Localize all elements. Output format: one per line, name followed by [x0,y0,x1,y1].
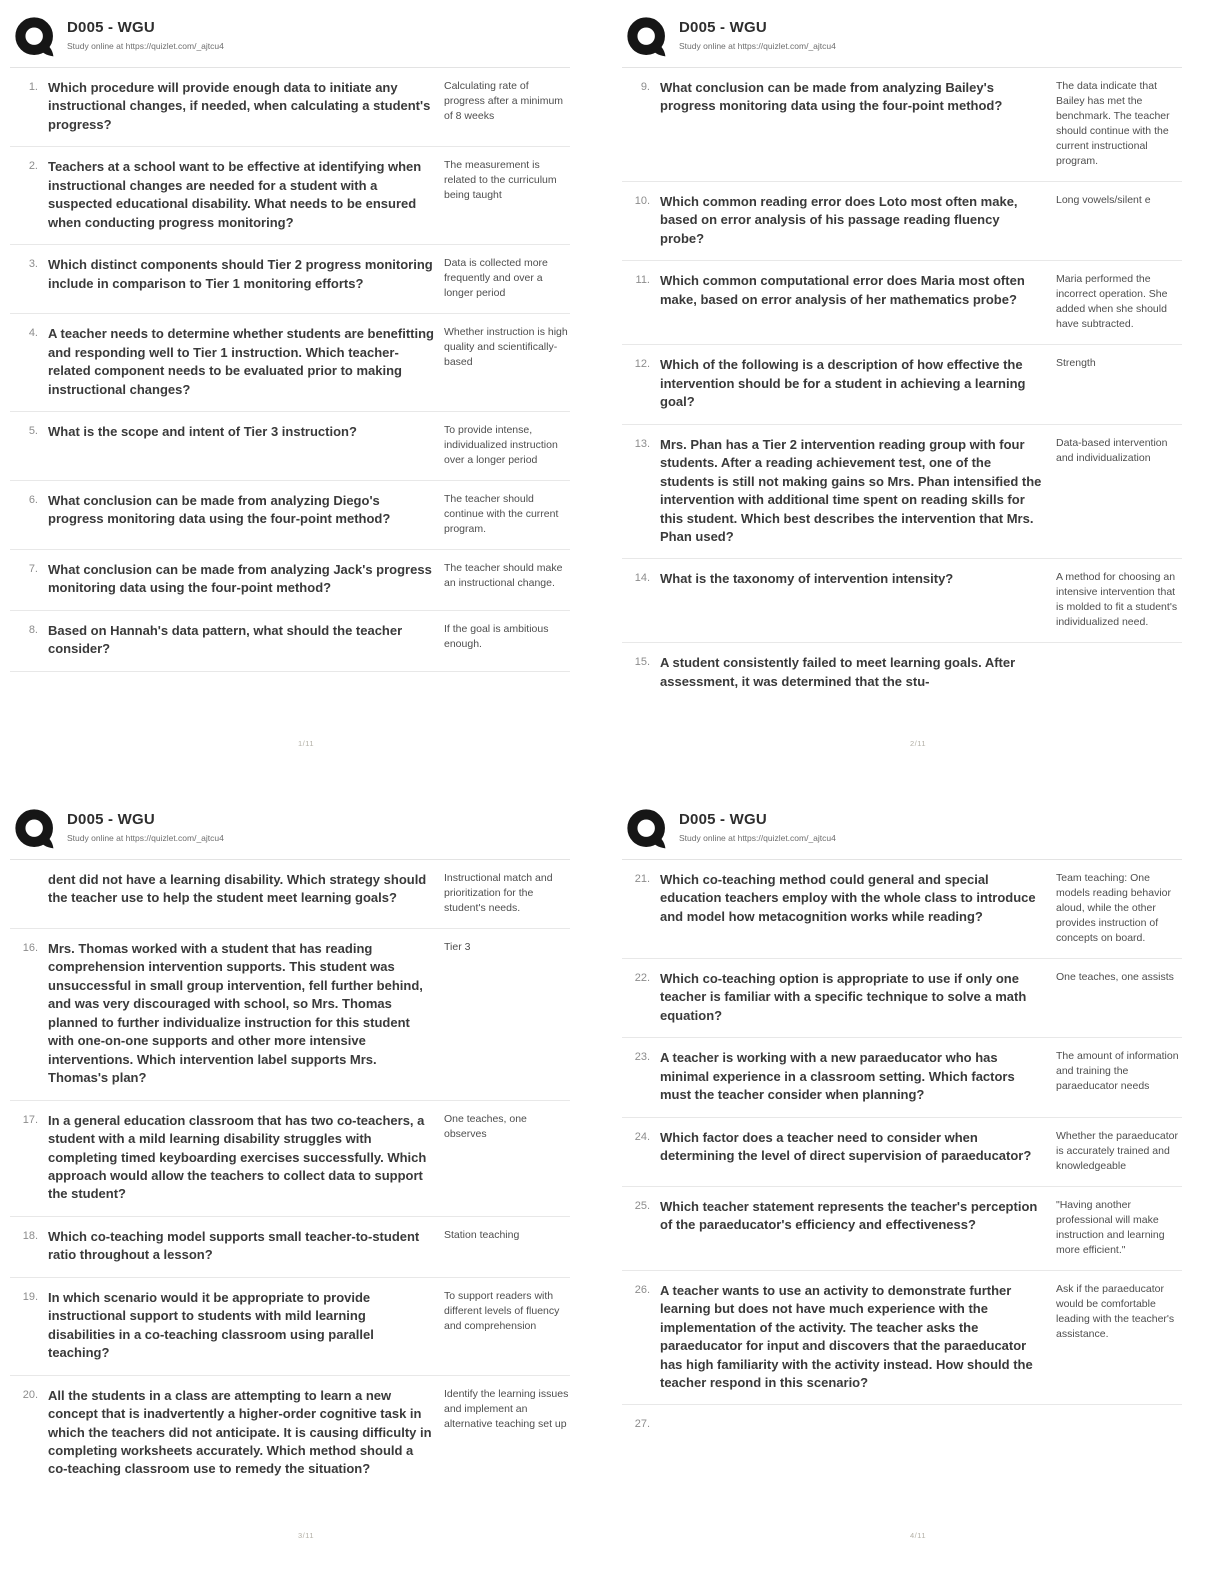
qa-row [622,1405,1182,1442]
question-text: What conclusion can be made from analyzing Diego's progress monitoring data using the four-point method? [48,492,391,527]
qa-list [622,860,1182,1442]
question-text: What is the scope and intent of Tier 3 instruction? [48,423,357,439]
qa-row [10,611,570,672]
question-text: A teacher needs to determine whether students are benefitting and responding well to Tier 1 instruction. Which teacher-related component needs to be evaluated prior to making instructional changes? [48,326,434,397]
study-online-url: Study online at https://quizlet.com/_ajtcu4 [679,41,836,51]
qa-row [10,860,570,929]
quizlet-logo-icon [626,808,670,852]
page-3 [0,792,612,1584]
question-number: 3. [28,258,38,271]
qa-row [622,860,1182,959]
question-number: 20. [22,1388,38,1401]
question-number [10,871,38,916]
answer-text: Identify the learning issues and implement an alternative teaching set up [444,1387,569,1430]
answer-text: Data is collected more frequently and over a longer period [444,257,548,300]
answer-text: If the goal is ambitious enough. [444,622,549,650]
answer-text: Calculating rate of progress after a minimum of 8 weeks [444,80,564,122]
question-text: Teachers at a school want to be effective at identifying when instructional changes are needed for a student with a suspected educational disability. What needs to be ensured when conducting progress monitoring? [48,159,422,230]
page-number: 3/11 [297,1531,315,1540]
question-number: 7. [28,562,38,575]
set-title: D005 - WGU [67,19,155,36]
qa-row [622,425,1182,560]
qa-list [10,68,570,672]
answer-text: One teaches, one observes [444,1112,527,1140]
page-header [10,14,570,68]
question-text: In which scenario would it be appropriate to provide instructional support to students with mild learning disabilities in a co-teaching classroom using parallel teaching? [48,1289,374,1361]
question-number: 9. [640,81,650,93]
question-text: Which factor does a teacher need to consider when determining the level of direct supervision of paraeducator? [660,1129,1032,1164]
question-text: Mrs. Phan has a Tier 2 intervention reading group with four students. After a reading achievement test, one of the students is still not making gains so Mrs. Phan intensified the intervention with additional time spent on reading skills for this student. Which best describes the intervention that Mrs. Phan used? [660,436,1042,544]
answer-text: Whether the paraeducator is accurately trained and knowledgeable [1056,1129,1178,1172]
qa-row [622,68,1182,182]
answer-text: The amount of information and training the paraeducator needs [1056,1050,1179,1093]
answer-text: Instructional match and prioritization for the student's needs. [444,872,553,914]
question-text: dent did not have a learning disability. Which strategy should the teacher use to help the student meet learning goals? [48,872,427,906]
qa-row [10,68,570,147]
answer-text: The teacher should continue with the current program. [444,492,559,535]
answer-text: To support readers with different levels of fluency and comprehension [444,1289,560,1332]
question-text: Which co-teaching method could general and special education teachers employ with the whole class to introduce and model how metacognition works while reading? [660,872,1036,924]
qa-list [10,860,570,1491]
question-number: 13. [634,437,650,450]
qa-row [622,182,1182,261]
question-number: 19. [22,1290,38,1303]
question-number: 6. [28,493,38,506]
qa-row [10,147,570,245]
page-number: 4/11 [909,1531,927,1540]
qa-row [622,643,1182,703]
qa-row [622,959,1182,1038]
page-2 [612,0,1224,792]
qa-row [622,345,1182,424]
set-title: D005 - WGU [679,811,767,828]
question-text: A student consistently failed to meet learning goals. After assessment, it was determined that the stu- [660,655,1016,689]
question-text: A teacher wants to use an activity to demonstrate further learning but does not have much experience with the implementation of the activity. The teacher asks the paraeducator for input and discovers that the paraeducator has high familiarity with the activity instead. How should the teacher respond in this scenario? [660,1282,1033,1390]
quizlet-q-logo-icon [626,808,670,852]
qa-row [10,550,570,611]
answer-text: Data-based intervention and individualization [1056,436,1168,464]
question-text: Which common computational error does Maria most often make, based on error analysis of her mathematics probe? [660,273,1025,307]
question-number: 8. [28,623,38,636]
question-text: Based on Hannah's data pattern, what should the teacher consider? [48,622,403,657]
answer-text: Tier 3 [444,941,471,953]
quizlet-q-logo-icon [14,808,58,852]
header-text [679,16,836,51]
question-number: 2. [28,160,38,173]
answer-text: The teacher should make an instructional change. [444,561,563,589]
question-number: 21. [634,873,650,885]
answer-text: Whether instruction is high quality and scientifically-based [444,326,568,369]
quizlet-logo-icon [626,16,670,60]
answer-text: "Having another professional will make instruction and learning more efficient." [1056,1198,1165,1256]
answer-text: Strength [1056,357,1096,370]
question-number: 5. [28,424,38,437]
question-text: Which common reading error does Loto most often make, based on error analysis of his passage reading fluency probe? [660,194,1018,246]
set-title: D005 - WGU [67,811,155,828]
quizlet-q-logo-icon [14,16,58,60]
qa-row [10,481,570,550]
page-number: 2/11 [909,739,927,748]
header-text [67,808,224,843]
qa-row [10,929,570,1101]
page-header [622,14,1182,68]
question-text: Which distinct components should Tier 2 progress monitoring include in comparison to Tier 1 monitoring efforts? [48,257,433,291]
qa-row [10,1217,570,1278]
qa-row [10,1376,570,1491]
answer-text: Long vowels/silent e [1056,194,1151,206]
question-text: Which co-teaching option is appropriate to use if only one teacher is familiar with a specific technique to solve a math equation? [660,971,1027,1023]
answer-text: Ask if the paraeducator would be comfortable leading with the teacher's assistance. [1056,1282,1175,1340]
qa-row [622,261,1182,345]
qa-row [10,245,570,314]
question-text: Which co-teaching model supports small teacher-to-student ratio throughout a lesson? [48,1228,420,1263]
page-header [10,806,570,860]
qa-row [10,1101,570,1217]
question-text: What conclusion can be made from analyzing Bailey's progress monitoring data using the four-point method? [660,80,1003,114]
qa-row [622,1271,1182,1406]
question-text: A teacher is working with a new paraeducator who has minimal experience in a classroom setting. Which factors must the teacher consider when planning? [660,1050,1015,1103]
question-number: 15. [634,656,650,669]
question-text: All the students in a class are attempting to learn a new concept that is inadvertently a higher-order cognitive task in which the teachers did not anticipate. It is causing difficulty in completing worksheets accurately. Which method should a co-teaching classroom use to remedy the situation? [48,1387,432,1477]
question-number: 25. [634,1199,650,1212]
question-number: 24. [634,1130,650,1143]
page-4 [612,792,1224,1584]
answer-text: Station teaching [444,1228,520,1241]
qa-row [622,1118,1182,1187]
page-1 [0,0,612,792]
question-number: 26. [634,1283,650,1296]
qa-list [622,68,1182,703]
question-text: In a general education classroom that has two co-teachers, a student with a mild learning disability struggles with completing timed keyboarding exercises successfully. Which approach would allow the teachers to collect data to support the student? [48,1112,427,1202]
question-text [660,1416,1046,1430]
answer-text: Maria performed the incorrect operation. She added when she should have subtracted. [1056,273,1168,331]
study-online-url: Study online at https://quizlet.com/_ajtcu4 [67,41,224,51]
question-number: 1. [28,81,38,93]
header-text [67,16,224,51]
question-number: 18. [22,1229,38,1242]
question-number: 10. [634,195,650,207]
answer-text: The measurement is related to the curriculum being taught [444,159,557,202]
qa-row [622,1038,1182,1117]
question-text: Which of the following is a description of how effective the intervention should be for a student in achieving a learning goal? [660,357,1026,410]
answer-text: To provide intense, individualized instruction over a longer period [444,423,558,466]
quizlet-logo-icon [14,16,58,60]
question-number: 23. [634,1051,650,1064]
study-online-url: Study online at https://quizlet.com/_ajtcu4 [679,833,836,843]
question-number: 22. [634,972,650,984]
question-text: What is the taxonomy of intervention intensity? [660,571,954,587]
page-number: 1/11 [297,739,315,748]
question-text: What conclusion can be made from analyzing Jack's progress monitoring data using the four-point method? [48,561,432,596]
qa-row [10,412,570,481]
set-title: D005 - WGU [679,19,767,36]
question-number: 4. [28,327,38,340]
answer-text: One teaches, one assists [1056,971,1174,983]
qa-row [10,1278,570,1376]
answer-text: The data indicate that Bailey has met the benchmark. The teacher should continue with the current instructional program. [1056,80,1170,167]
question-number: 12. [634,358,650,371]
question-number: 11. [635,274,650,287]
question-number: 27. [634,1418,650,1431]
answer-text: Team teaching: One models reading behavior aloud, while the other provides instruction of concepts on board. [1056,872,1171,944]
study-online-url: Study online at https://quizlet.com/_ajtcu4 [67,833,224,843]
quizlet-q-logo-icon [626,16,670,60]
question-text: Which procedure will provide enough data to initiate any instructional changes, if needed, when calculating a student's progress? [48,80,431,132]
qa-row [622,1187,1182,1271]
answer-text: A method for choosing an intensive intervention that is molded to fit a student's individualized need. [1056,571,1178,629]
question-number: 17. [22,1113,38,1126]
question-number: 16. [22,942,38,954]
question-number: 14. [634,572,650,585]
question-text: Mrs. Thomas worked with a student that has reading comprehension intervention supports. This student was unsuccessful in small group intervention, fell further behind, and was very discouraged with school, so Mrs. Thomas planned to further individualize instruction for this student with one-on-one supports and other more intensive interventions. Which intervention label supports Mrs. Thomas's plan? [48,941,423,1086]
answer-text [1056,654,1184,691]
quizlet-logo-icon [14,808,58,852]
answer-text [1056,1416,1184,1430]
page-header [622,806,1182,860]
question-text: Which teacher statement represents the teacher's perception of the paraeducator's efficiency and effectiveness? [660,1198,1038,1233]
header-text [679,808,836,843]
qa-row [622,559,1182,643]
qa-row [10,314,570,412]
